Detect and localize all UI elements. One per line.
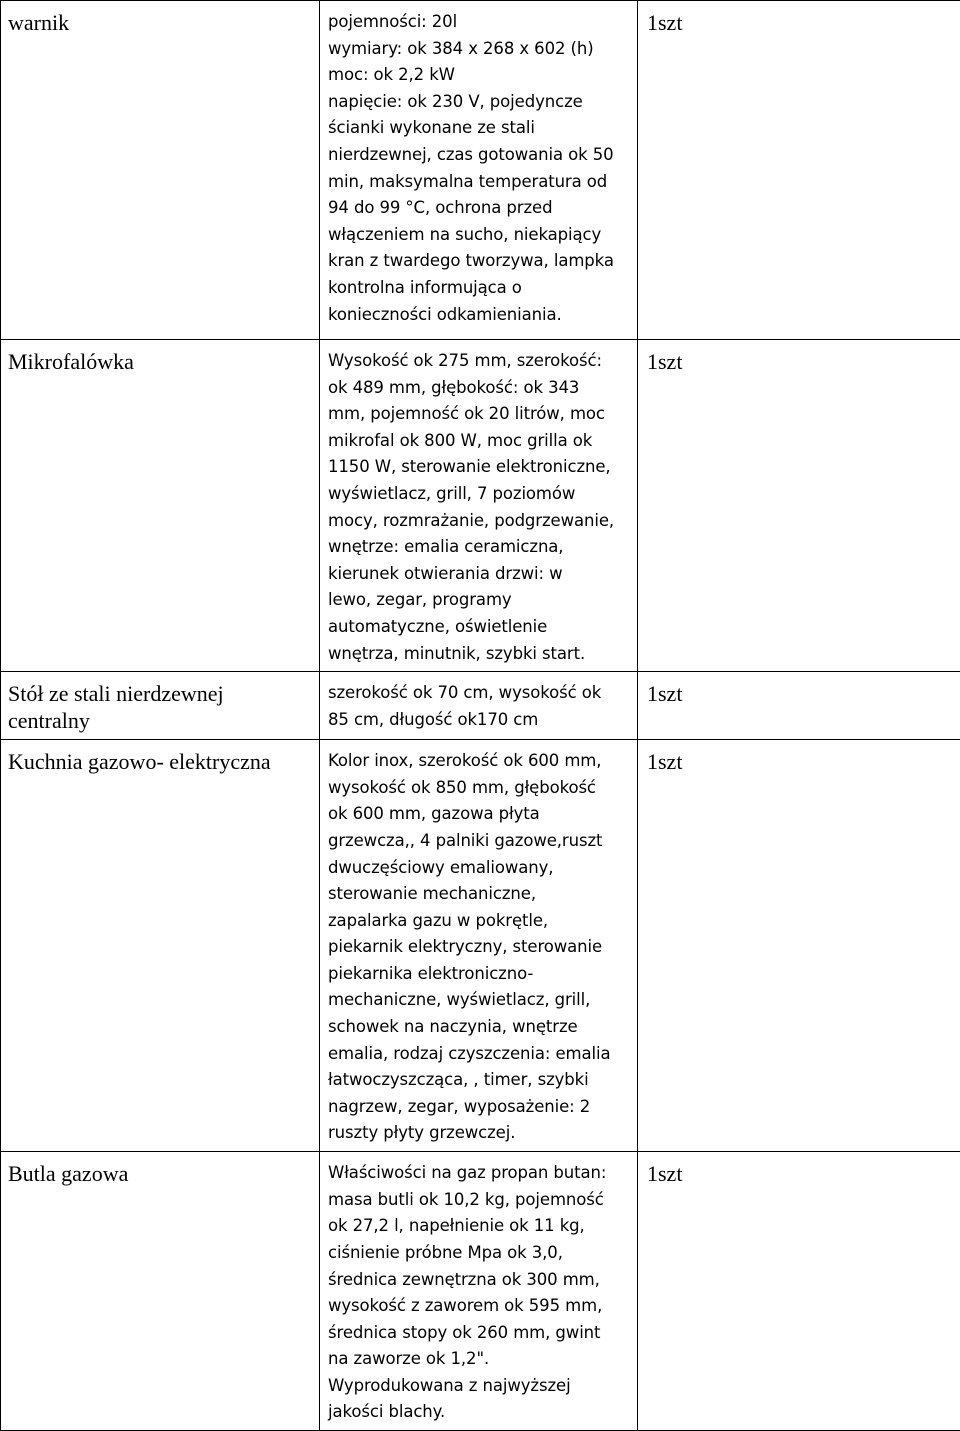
description-line: kierunek otwierania drzwi: w — [328, 561, 633, 588]
description-line: kran z twardego tworzywa, lampka — [328, 248, 633, 275]
item-description-cell — [320, 1, 638, 340]
description-line: zapalarka gazu w pokrętle, — [328, 908, 633, 935]
item-name-line: centralny — [8, 707, 313, 734]
description-line: napięcie: ok 230 V, pojedyncze — [328, 89, 633, 116]
description-line: wysokość z zaworem ok 595 mm, — [328, 1293, 633, 1320]
table-row — [1, 740, 960, 1152]
item-name: warnik — [8, 9, 313, 36]
table-row — [1, 340, 960, 672]
description-line: wysokość ok 850 mm, głębokość — [328, 775, 633, 802]
description-line: ok 600 mm, gazowa płyta — [328, 801, 633, 828]
description-line: Kolor inox, szerokość ok 600 mm, — [328, 748, 633, 775]
description-line: średnica stopy ok 260 mm, gwint — [328, 1320, 633, 1347]
description-line: piekarnika elektroniczno- — [328, 961, 633, 988]
item-quantity-cell — [638, 740, 960, 1152]
item-quantity: 1szt — [647, 349, 682, 374]
item-description-cell — [320, 1152, 638, 1431]
description-line: ścianki wykonane ze stali — [328, 115, 633, 142]
description-line: konieczności odkamieniania. — [328, 302, 633, 329]
description-line: lewo, zegar, programy — [328, 587, 633, 614]
description-line: ok 489 mm, głębokość: ok 343 — [328, 375, 633, 402]
item-quantity-cell — [638, 340, 960, 672]
description-line: szerokość ok 70 cm, wysokość ok — [328, 680, 633, 707]
item-name: Kuchnia gazowo- elektryczna — [8, 748, 313, 775]
description-line: wymiary: ok 384 x 268 x 602 (h) — [328, 36, 633, 63]
item-name-cell — [1, 740, 320, 1152]
description-line: mikrofal ok 800 W, moc grilla ok — [328, 428, 633, 455]
item-quantity-cell — [638, 672, 960, 740]
item-quantity-cell — [638, 1, 960, 340]
description-line: Właściwości na gaz propan butan: — [328, 1160, 633, 1187]
description-line: wnętrza, minutnik, szybki start. — [328, 641, 633, 668]
table-row — [1, 1152, 960, 1431]
description-line: łatwoczyszcząca, , timer, szybki — [328, 1067, 633, 1094]
description-line: min, maksymalna temperatura od — [328, 169, 633, 196]
description-line: kontrolna informująca o — [328, 275, 633, 302]
item-name: Mikrofalówka — [8, 348, 313, 375]
description-line: mechaniczne, wyświetlacz, grill, — [328, 987, 633, 1014]
item-description-cell — [320, 672, 638, 740]
description-line: 94 do 99 °C, ochrona przed — [328, 195, 633, 222]
item-description-cell — [320, 340, 638, 672]
item-quantity: 1szt — [647, 1161, 682, 1186]
description-line: mocy, rozmrażanie, podgrzewanie, — [328, 508, 633, 535]
description-line: masa butli ok 10,2 kg, pojemność — [328, 1187, 633, 1214]
item-quantity: 1szt — [647, 681, 682, 706]
description-line: ruszty płyty grzewczej. — [328, 1120, 633, 1147]
item-name-cell — [1, 1152, 320, 1431]
description-line: Wysokość ok 275 mm, szerokość: — [328, 348, 633, 375]
item-name-line: Stół ze stali nierdzewnej — [8, 680, 313, 707]
description-line: jakości blachy. — [328, 1399, 633, 1426]
description-line: pojemności: 20l — [328, 9, 633, 36]
description-line: 1150 W, sterowanie elektroniczne, — [328, 454, 633, 481]
description-line: dwuczęściowy emaliowany, — [328, 855, 633, 882]
description-line: mm, pojemność ok 20 litrów, moc — [328, 401, 633, 428]
description-line: schowek na naczynia, wnętrze — [328, 1014, 633, 1041]
description-line: ciśnienie próbne Mpa ok 3,0, — [328, 1240, 633, 1267]
item-quantity-cell — [638, 1152, 960, 1431]
item-name: Butla gazowa — [8, 1160, 313, 1187]
description-line: automatyczne, oświetlenie — [328, 614, 633, 641]
item-name-cell — [1, 1, 320, 340]
description-line: 85 cm, długość ok170 cm — [328, 707, 633, 734]
description-line: nierdzewnej, czas gotowania ok 50 — [328, 142, 633, 169]
description-line: ok 27,2 l, napełnienie ok 11 kg, — [328, 1213, 633, 1240]
description-line: piekarnik elektryczny, sterowanie — [328, 934, 633, 961]
description-line: grzewcza,, 4 palniki gazowe,ruszt — [328, 828, 633, 855]
item-name-cell — [1, 672, 320, 740]
description-line: wyświetlacz, grill, 7 poziomów — [328, 481, 633, 508]
description-line: średnica zewnętrzna ok 300 mm, — [328, 1267, 633, 1294]
item-quantity: 1szt — [647, 10, 682, 35]
table-row — [1, 672, 960, 740]
description-line: sterowanie mechaniczne, — [328, 881, 633, 908]
item-name-cell — [1, 340, 320, 672]
description-line: emalia, rodzaj czyszczenia: emalia — [328, 1041, 633, 1068]
description-line: nagrzew, zegar, wyposażenie: 2 — [328, 1094, 633, 1121]
description-line: wnętrze: emalia ceramiczna, — [328, 534, 633, 561]
table-row — [1, 1, 960, 340]
description-line: na zaworze ok 1,2". — [328, 1346, 633, 1373]
description-line: włączeniem na sucho, niekapiący — [328, 222, 633, 249]
description-line: moc: ok 2,2 kW — [328, 62, 633, 89]
description-line: Wyprodukowana z najwyższej — [328, 1373, 633, 1400]
item-quantity: 1szt — [647, 749, 682, 774]
item-description-cell — [320, 740, 638, 1152]
